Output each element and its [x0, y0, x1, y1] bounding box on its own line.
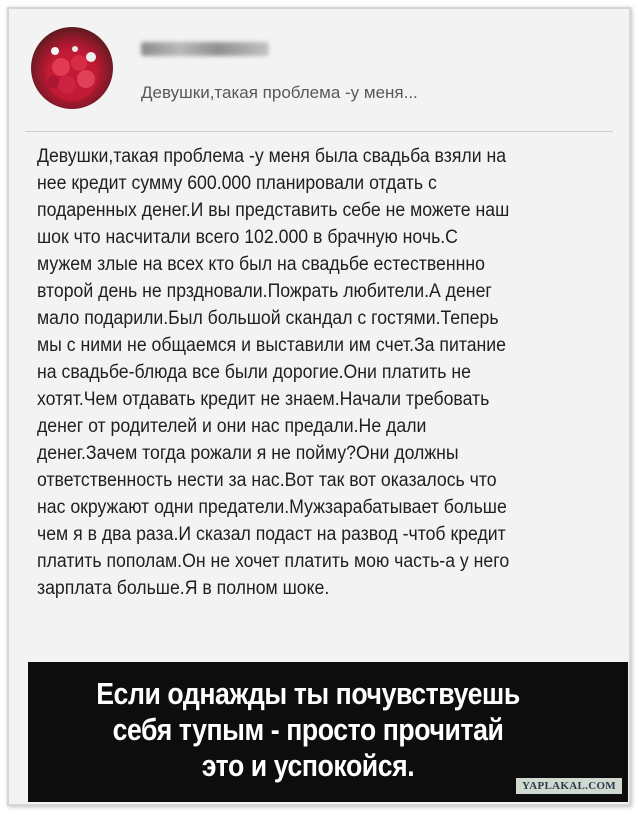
watermark: YAPLAKAL.COM [516, 778, 622, 794]
post-preview-text: Девушки,такая проблема -у меня... [141, 83, 418, 102]
caption-banner [28, 662, 628, 802]
author-name[interactable] [141, 42, 269, 56]
divider [25, 131, 613, 132]
caption-text: Если однажды ты почувствуешь себя тупым - просто прочитай это и успокойся. [96, 676, 520, 783]
screenshot-frame [7, 7, 631, 806]
flower-bouquet-icon [31, 27, 113, 109]
post-header [31, 27, 611, 117]
avatar[interactable] [31, 27, 113, 109]
post-body-text: Девушки,такая проблема -у меня была свадьба взяли на нее кредит сумму 600.000 планировали отдать с подаренных денег.И вы представить себе не можете наш шок что насчитали всего 102.000 в брачную ночь.С мужем злые на всех кто был на свадьбе естественнно второй день не прздновали.Пожрать любители.А денег мало подарили.Был большой скандал с гостями.Теперь мы с ними не общаемся и выставили им счет.За питание на свадьбе-блюда все были дорогие.Они платить не хотят.Чем отдавать кредит не знаем.Начали требовать денег от родителей и они нас предали.Не дали денег.Зачем тогда рожали я не пойму?Они должны ответственность нести за нас.Вот так вот оказалось что нас окружают одни предатели.Мужзарабатывает больше чем я в два раза.И сказал подаст на развод -чтоб кредит платить пополам.Он не хочет платить мою часть-а у него зарплата больше.Я в полном шоке. [37, 146, 510, 599]
